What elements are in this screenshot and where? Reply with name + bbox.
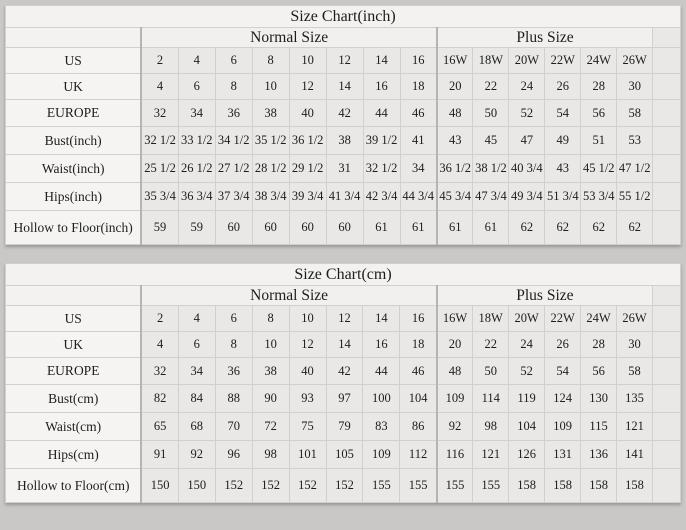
size-value-cell: 98 [252,441,289,469]
trailing-empty-cell [653,358,681,385]
size-value-cell: 56 [581,358,617,385]
size-value-cell: 126 [509,441,545,469]
chart-title-row [6,6,681,28]
table-row [6,74,681,100]
trailing-empty-cell [653,127,681,155]
size-value-cell: 155 [363,469,400,503]
size-chart-cm-table [5,263,681,503]
size-value-cell: 58 [617,100,653,127]
size-value-cell: 34 [178,358,215,385]
table-row [6,441,681,469]
size-value-cell: 32 [141,358,178,385]
table-row [6,358,681,385]
size-value-cell: 6 [178,74,215,100]
row-label: Hollow to Floor(cm) [6,469,142,503]
size-value-cell: 18W [473,48,509,74]
size-value-cell: 121 [473,441,509,469]
size-value-cell: 16W [437,306,473,332]
size-value-cell: 35 1/2 [252,127,289,155]
size-value-cell: 38 1/2 [473,155,509,183]
chart-title: Size Chart(inch) [6,6,681,28]
size-value-cell: 68 [178,413,215,441]
size-value-cell: 124 [545,385,581,413]
size-value-cell: 150 [141,469,178,503]
size-value-cell: 44 3/4 [400,183,437,211]
size-value-cell: 93 [289,385,326,413]
size-value-cell: 58 [617,358,653,385]
size-value-cell: 18 [400,332,437,358]
table-row [6,211,681,245]
size-value-cell: 55 1/2 [617,183,653,211]
size-value-cell: 60 [252,211,289,245]
size-value-cell: 36 [215,358,252,385]
size-value-cell: 150 [178,469,215,503]
size-value-cell: 28 [581,332,617,358]
size-value-cell: 141 [617,441,653,469]
size-value-cell: 2 [141,306,178,332]
size-value-cell: 61 [400,211,437,245]
size-value-cell: 16 [400,306,437,332]
size-value-cell: 14 [326,74,363,100]
size-value-cell: 119 [509,385,545,413]
trailing-empty-cell [653,306,681,332]
size-value-cell: 97 [326,385,363,413]
size-value-cell: 40 [289,358,326,385]
size-value-cell: 45 [473,127,509,155]
group-header-normal: Normal Size [141,286,436,306]
size-value-cell: 10 [252,332,289,358]
size-value-cell: 90 [252,385,289,413]
size-value-cell: 8 [252,48,289,74]
row-label: Bust(inch) [6,127,142,155]
size-value-cell: 44 [363,100,400,127]
trailing-empty-cell [653,48,681,74]
size-value-cell: 65 [141,413,178,441]
size-value-cell: 121 [617,413,653,441]
size-value-cell: 155 [400,469,437,503]
size-value-cell: 61 [473,211,509,245]
size-value-cell: 47 1/2 [617,155,653,183]
size-value-cell: 114 [473,385,509,413]
group-header-row [6,286,681,306]
size-value-cell: 104 [400,385,437,413]
size-value-cell: 6 [215,48,252,74]
corner-cell [6,28,142,48]
size-value-cell: 38 3/4 [252,183,289,211]
size-value-cell: 52 [509,100,545,127]
size-value-cell: 34 1/2 [215,127,252,155]
size-value-cell: 4 [141,332,178,358]
size-value-cell: 38 [252,358,289,385]
size-value-cell: 33 1/2 [178,127,215,155]
size-value-cell: 43 [437,127,473,155]
size-value-cell: 52 [509,358,545,385]
size-value-cell: 12 [289,332,326,358]
size-value-cell: 22W [545,306,581,332]
corner-cell [6,286,142,306]
row-label: UK [6,332,142,358]
row-label: US [6,306,142,332]
trailing-empty-cell [653,469,681,503]
size-value-cell: 34 [400,155,437,183]
size-value-cell: 75 [289,413,326,441]
size-value-cell: 115 [581,413,617,441]
table-row [6,413,681,441]
size-value-cell: 6 [215,306,252,332]
size-value-cell: 42 3/4 [363,183,400,211]
size-value-cell: 46 [400,100,437,127]
table-row [6,127,681,155]
size-value-cell: 8 [252,306,289,332]
trailing-empty-cell [653,155,681,183]
size-value-cell: 88 [215,385,252,413]
row-label: Bust(cm) [6,385,142,413]
size-value-cell: 12 [326,48,363,74]
size-value-cell: 101 [289,441,326,469]
size-value-cell: 53 [617,127,653,155]
size-value-cell: 44 [363,358,400,385]
size-value-cell: 35 3/4 [141,183,178,211]
size-value-cell: 30 [617,74,653,100]
size-value-cell: 62 [545,211,581,245]
size-value-cell: 4 [178,48,215,74]
size-value-cell: 25 1/2 [141,155,178,183]
size-value-cell: 60 [215,211,252,245]
size-value-cell: 131 [545,441,581,469]
size-value-cell: 36 [215,100,252,127]
size-value-cell: 48 [437,358,473,385]
size-value-cell: 109 [363,441,400,469]
size-value-cell: 26 [545,74,581,100]
size-value-cell: 14 [363,48,400,74]
size-value-cell: 50 [473,100,509,127]
size-value-cell: 47 3/4 [473,183,509,211]
trailing-empty-cell [653,413,681,441]
trailing-empty-cell [653,74,681,100]
trailing-empty-cell [653,286,681,306]
size-value-cell: 158 [617,469,653,503]
size-value-cell: 14 [326,332,363,358]
size-value-cell: 155 [437,469,473,503]
size-value-cell: 39 1/2 [363,127,400,155]
table-row [6,183,681,211]
size-value-cell: 36 3/4 [178,183,215,211]
size-value-cell: 158 [581,469,617,503]
size-value-cell: 41 [400,127,437,155]
table-row [6,155,681,183]
size-value-cell: 26W [617,48,653,74]
size-value-cell: 20W [509,48,545,74]
size-value-cell: 8 [215,74,252,100]
size-value-cell: 152 [326,469,363,503]
size-value-cell: 30 [617,332,653,358]
size-value-cell: 42 [326,100,363,127]
size-value-cell: 56 [581,100,617,127]
size-value-cell: 72 [252,413,289,441]
size-value-cell: 54 [545,358,581,385]
size-value-cell: 50 [473,358,509,385]
size-value-cell: 152 [252,469,289,503]
size-value-cell: 37 3/4 [215,183,252,211]
chart-title: Size Chart(cm) [6,264,681,286]
size-value-cell: 105 [326,441,363,469]
trailing-empty-cell [653,332,681,358]
size-value-cell: 16 [363,332,400,358]
size-value-cell: 8 [215,332,252,358]
size-value-cell: 4 [141,74,178,100]
size-value-cell: 100 [363,385,400,413]
size-value-cell: 22 [473,332,509,358]
size-value-cell: 29 1/2 [289,155,326,183]
row-label: Waist(inch) [6,155,142,183]
size-value-cell: 36 1/2 [437,155,473,183]
table-row [6,385,681,413]
size-value-cell: 28 [581,74,617,100]
row-label: Hollow to Floor(inch) [6,211,142,245]
size-value-cell: 152 [289,469,326,503]
size-value-cell: 46 [400,358,437,385]
size-value-cell: 53 3/4 [581,183,617,211]
size-value-cell: 22W [545,48,581,74]
row-label: Waist(cm) [6,413,142,441]
size-value-cell: 61 [437,211,473,245]
group-header-normal: Normal Size [141,28,437,48]
size-value-cell: 45 1/2 [581,155,617,183]
size-value-cell: 158 [545,469,581,503]
group-header-row [6,28,681,48]
size-value-cell: 49 [545,127,581,155]
size-value-cell: 16 [400,48,437,74]
size-value-cell: 28 1/2 [252,155,289,183]
size-value-cell: 34 [178,100,215,127]
size-value-cell: 22 [473,74,509,100]
size-value-cell: 158 [509,469,545,503]
size-value-cell: 20 [437,332,473,358]
size-value-cell: 4 [178,306,215,332]
row-label: Hips(inch) [6,183,142,211]
size-value-cell: 98 [473,413,509,441]
size-value-cell: 109 [437,385,473,413]
size-value-cell: 26W [617,306,653,332]
size-value-cell: 62 [509,211,545,245]
row-label: EUROPE [6,358,142,385]
size-value-cell: 116 [437,441,473,469]
size-value-cell: 24W [581,306,617,332]
size-value-cell: 112 [400,441,437,469]
size-value-cell: 10 [252,74,289,100]
size-value-cell: 10 [289,48,326,74]
size-value-cell: 49 3/4 [509,183,545,211]
size-value-cell: 38 [326,127,363,155]
size-value-cell: 32 1/2 [363,155,400,183]
row-label: US [6,48,142,74]
size-value-cell: 16W [437,48,473,74]
size-value-cell: 62 [617,211,653,245]
trailing-empty-cell [653,28,681,48]
size-value-cell: 130 [581,385,617,413]
size-value-cell: 38 [252,100,289,127]
size-value-cell: 18 [400,74,437,100]
table-row [6,306,681,332]
trailing-empty-cell [653,211,681,245]
size-value-cell: 152 [215,469,252,503]
size-value-cell: 83 [363,413,400,441]
size-value-cell: 24 [509,332,545,358]
size-value-cell: 43 [545,155,581,183]
table-row [6,332,681,358]
size-value-cell: 60 [326,211,363,245]
size-value-cell: 45 3/4 [437,183,473,211]
size-value-cell: 48 [437,100,473,127]
size-value-cell: 155 [473,469,509,503]
size-value-cell: 6 [178,332,215,358]
size-value-cell: 26 1/2 [178,155,215,183]
trailing-empty-cell [653,385,681,413]
size-value-cell: 92 [437,413,473,441]
size-value-cell: 24W [581,48,617,74]
size-chart-inch-table [5,5,681,245]
group-header-plus: Plus Size [437,286,653,306]
size-value-cell: 62 [581,211,617,245]
trailing-empty-cell [653,183,681,211]
size-value-cell: 24 [509,74,545,100]
size-value-cell: 135 [617,385,653,413]
table-row [6,100,681,127]
size-value-cell: 136 [581,441,617,469]
size-value-cell: 18W [473,306,509,332]
size-value-cell: 40 [289,100,326,127]
trailing-empty-cell [653,100,681,127]
table-row [6,469,681,503]
size-value-cell: 32 [141,100,178,127]
size-value-cell: 32 1/2 [141,127,178,155]
size-value-cell: 96 [215,441,252,469]
size-value-cell: 79 [326,413,363,441]
size-value-cell: 82 [141,385,178,413]
size-value-cell: 86 [400,413,437,441]
size-value-cell: 41 3/4 [326,183,363,211]
size-value-cell: 109 [545,413,581,441]
size-value-cell: 36 1/2 [289,127,326,155]
size-value-cell: 20 [437,74,473,100]
size-value-cell: 2 [141,48,178,74]
size-value-cell: 47 [509,127,545,155]
size-value-cell: 27 1/2 [215,155,252,183]
chart-title-row [6,264,681,286]
group-header-plus: Plus Size [437,28,653,48]
size-value-cell: 92 [178,441,215,469]
size-value-cell: 12 [326,306,363,332]
size-value-cell: 26 [545,332,581,358]
row-label: EUROPE [6,100,142,127]
size-value-cell: 14 [363,306,400,332]
size-value-cell: 61 [363,211,400,245]
size-value-cell: 39 3/4 [289,183,326,211]
trailing-empty-cell [653,441,681,469]
size-value-cell: 42 [326,358,363,385]
size-value-cell: 104 [509,413,545,441]
size-value-cell: 16 [363,74,400,100]
size-value-cell: 59 [141,211,178,245]
size-value-cell: 40 3/4 [509,155,545,183]
row-label: UK [6,74,142,100]
size-value-cell: 51 [581,127,617,155]
size-value-cell: 91 [141,441,178,469]
table-row [6,48,681,74]
size-value-cell: 54 [545,100,581,127]
size-value-cell: 60 [289,211,326,245]
row-label: Hips(cm) [6,441,142,469]
size-value-cell: 51 3/4 [545,183,581,211]
size-value-cell: 31 [326,155,363,183]
size-value-cell: 59 [178,211,215,245]
size-value-cell: 12 [289,74,326,100]
size-value-cell: 20W [509,306,545,332]
size-value-cell: 70 [215,413,252,441]
size-value-cell: 84 [178,385,215,413]
size-value-cell: 10 [289,306,326,332]
